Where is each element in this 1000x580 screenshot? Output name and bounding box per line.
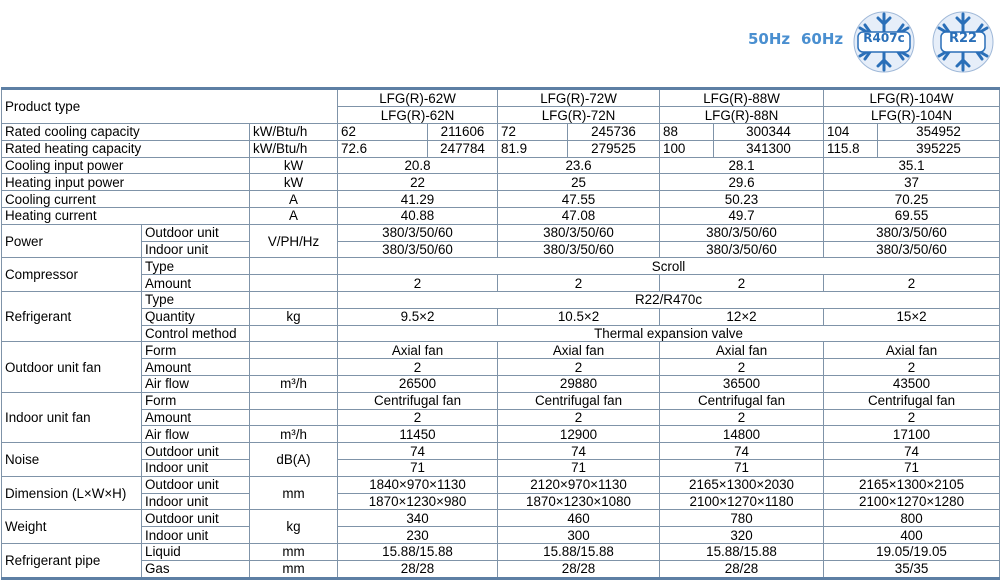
value-cell: Axial fan (338, 342, 498, 359)
group-label: Dimension (L×W×H) (2, 476, 142, 510)
value-cell: 230 (338, 527, 498, 544)
sub-label: Indoor unit (142, 241, 250, 258)
value-cell: 28.1 (660, 157, 824, 174)
table-row (2, 89, 1000, 107)
table-row (2, 342, 1000, 359)
value-cell: 71 (824, 459, 1000, 476)
value-cell: 2 (498, 409, 660, 426)
sub-label: Control method (142, 325, 250, 342)
sub-label: Air flow (142, 426, 250, 443)
unit-cell (250, 392, 338, 409)
value-cell: 1840×970×1130 (338, 476, 498, 493)
model-n: LFG(R)-72N (498, 107, 660, 124)
value-cell: Thermal expansion valve (338, 325, 1000, 342)
table-row (2, 443, 1000, 460)
unit-cell (250, 325, 338, 342)
group-label: Refrigerant pipe (2, 543, 142, 578)
unit-cell: kg (250, 308, 338, 325)
model-n: LFG(R)-62N (338, 107, 498, 124)
value-cell: 15.88/15.88 (498, 543, 660, 560)
table-row (2, 308, 1000, 325)
table-row (2, 174, 1000, 191)
product-type-label: Product type (2, 89, 338, 124)
row-label: Rated cooling capacity (2, 124, 250, 141)
table-row (2, 392, 1000, 409)
table-row (2, 241, 1000, 258)
value-cell: 211606 (428, 124, 498, 141)
value-cell: 279525 (568, 140, 660, 157)
row-label: Heating current (2, 207, 250, 224)
unit-cell: m³/h (250, 426, 338, 443)
unit-cell (250, 409, 338, 426)
table-row (2, 560, 1000, 578)
freq-60hz-label: 60Hz (801, 30, 844, 48)
sub-label: Type (142, 258, 250, 275)
unit-cell: dB(A) (250, 443, 338, 477)
value-cell: 2 (498, 359, 660, 376)
value-cell: 395225 (878, 140, 1000, 157)
group-label: Indoor unit fan (2, 392, 142, 442)
table-row (2, 375, 1000, 392)
value-cell: 380/3/50/60 (498, 241, 660, 258)
value-cell: 2 (338, 359, 498, 376)
value-cell: 74 (498, 443, 660, 460)
table-row (2, 476, 1000, 493)
r22-badge (932, 8, 994, 76)
unit-cell: mm (250, 560, 338, 578)
value-cell: 247784 (428, 140, 498, 157)
unit-cell (250, 275, 338, 292)
sub-label: Outdoor unit (142, 476, 250, 493)
table-row (2, 207, 1000, 224)
value-cell: Scroll (338, 258, 1000, 275)
value-cell: 2 (660, 275, 824, 292)
model-w: LFG(R)-62W (338, 89, 498, 107)
table-row (2, 157, 1000, 174)
table-row (2, 527, 1000, 544)
unit-cell (250, 359, 338, 376)
model-w: LFG(R)-88W (660, 89, 824, 107)
value-cell: 9.5×2 (338, 308, 498, 325)
table-row (2, 510, 1000, 527)
sub-label: Form (142, 342, 250, 359)
group-label: Noise (2, 443, 142, 477)
value-cell: 2165×1300×2105 (824, 476, 1000, 493)
value-cell: 15.88/15.88 (660, 543, 824, 560)
table-row (2, 224, 1000, 241)
table-row (2, 140, 1000, 157)
value-cell: 2 (824, 275, 1000, 292)
unit-cell: m³/h (250, 375, 338, 392)
table-row (2, 359, 1000, 376)
value-cell: 35/35 (824, 560, 1000, 578)
value-cell: 104 (824, 124, 878, 141)
value-cell: 15.88/15.88 (338, 543, 498, 560)
value-cell: 1870×1230×1080 (498, 493, 660, 510)
sub-label: Quantity (142, 308, 250, 325)
value-cell: 50.23 (660, 191, 824, 208)
value-cell: 40.88 (338, 207, 498, 224)
row-label: Cooling input power (2, 157, 250, 174)
value-cell: 25 (498, 174, 660, 191)
value-cell: 22 (338, 174, 498, 191)
value-cell: 780 (660, 510, 824, 527)
value-cell: 2 (338, 409, 498, 426)
value-cell: 81.9 (498, 140, 568, 157)
value-cell: 460 (498, 510, 660, 527)
value-cell: 14800 (660, 426, 824, 443)
value-cell: 354952 (878, 124, 1000, 141)
value-cell: Centrifugal fan (338, 392, 498, 409)
sub-label: Outdoor unit (142, 510, 250, 527)
value-cell: 72.6 (338, 140, 428, 157)
group-label: Weight (2, 510, 142, 544)
row-label: Rated heating capacity (2, 140, 250, 157)
value-cell: 115.8 (824, 140, 878, 157)
page-header (0, 0, 1000, 86)
freq-50hz-label: 50Hz (748, 30, 791, 48)
value-cell: 380/3/50/60 (824, 224, 1000, 241)
value-cell: Axial fan (660, 342, 824, 359)
table-row (2, 258, 1000, 275)
unit-cell: mm (250, 476, 338, 510)
value-cell: 74 (338, 443, 498, 460)
unit-cell: kW/Btu/h (250, 140, 338, 157)
unit-cell: kW/Btu/h (250, 124, 338, 141)
value-cell: 69.55 (824, 207, 1000, 224)
row-label: Cooling current (2, 191, 250, 208)
value-cell: 47.08 (498, 207, 660, 224)
value-cell: 74 (660, 443, 824, 460)
unit-cell: V/PH/Hz (250, 224, 338, 258)
sub-label: Gas (142, 560, 250, 578)
value-cell: 341300 (714, 140, 824, 157)
unit-cell: kW (250, 174, 338, 191)
value-cell: 2 (824, 409, 1000, 426)
value-cell: 43500 (824, 375, 1000, 392)
sub-label: Amount (142, 359, 250, 376)
value-cell: 35.1 (824, 157, 1000, 174)
value-cell: 380/3/50/60 (338, 224, 498, 241)
value-cell: 70.25 (824, 191, 1000, 208)
value-cell: 29.6 (660, 174, 824, 191)
value-cell: 15×2 (824, 308, 1000, 325)
value-cell: Axial fan (824, 342, 1000, 359)
value-cell: 23.6 (498, 157, 660, 174)
table-row (2, 325, 1000, 342)
value-cell: 2 (660, 409, 824, 426)
value-cell: 2 (660, 359, 824, 376)
value-cell: 88 (660, 124, 714, 141)
unit-cell: mm (250, 543, 338, 560)
value-cell: 380/3/50/60 (660, 241, 824, 258)
group-label: Compressor (2, 258, 142, 292)
value-cell: 71 (660, 459, 824, 476)
group-label: Outdoor unit fan (2, 342, 142, 392)
unit-cell (250, 258, 338, 275)
value-cell: 2 (338, 275, 498, 292)
value-cell: 340 (338, 510, 498, 527)
value-cell: 2100×1270×1280 (824, 493, 1000, 510)
group-label: Power (2, 224, 142, 258)
value-cell: Centrifugal fan (498, 392, 660, 409)
value-cell: 71 (338, 459, 498, 476)
value-cell: 72 (498, 124, 568, 141)
value-cell: 300344 (714, 124, 824, 141)
value-cell: 12×2 (660, 308, 824, 325)
row-label: Heating input power (2, 174, 250, 191)
sub-label: Outdoor unit (142, 443, 250, 460)
value-cell: 2 (498, 275, 660, 292)
sub-label: Form (142, 392, 250, 409)
unit-cell: A (250, 191, 338, 208)
table-row (2, 459, 1000, 476)
table-row (2, 409, 1000, 426)
table-row (2, 124, 1000, 141)
value-cell: 26500 (338, 375, 498, 392)
value-cell: 245736 (568, 124, 660, 141)
table-row (2, 275, 1000, 292)
sub-label: Liquid (142, 543, 250, 560)
value-cell: 71 (498, 459, 660, 476)
value-cell: 36500 (660, 375, 824, 392)
value-cell: 2120×970×1130 (498, 476, 660, 493)
value-cell: 2165×1300×2030 (660, 476, 824, 493)
unit-cell (250, 291, 338, 308)
value-cell: 100 (660, 140, 714, 157)
sub-label: Amount (142, 275, 250, 292)
value-cell: 20.8 (338, 157, 498, 174)
value-cell: 380/3/50/60 (498, 224, 660, 241)
value-cell: Centrifugal fan (824, 392, 1000, 409)
model-w: LFG(R)-72W (498, 89, 660, 107)
value-cell: Axial fan (498, 342, 660, 359)
value-cell: 28/28 (498, 560, 660, 578)
table-row (2, 291, 1000, 308)
unit-cell: kW (250, 157, 338, 174)
r22-badge-label: R22 (948, 31, 978, 46)
value-cell: 29880 (498, 375, 660, 392)
sub-label: Amount (142, 409, 250, 426)
sub-label: Indoor unit (142, 493, 250, 510)
r407c-badge-label: R407c (863, 31, 905, 45)
value-cell: 11450 (338, 426, 498, 443)
unit-cell (250, 342, 338, 359)
value-cell: 74 (824, 443, 1000, 460)
value-cell: 49.7 (660, 207, 824, 224)
value-cell: Centrifugal fan (660, 392, 824, 409)
table-row (2, 426, 1000, 443)
sub-label: Indoor unit (142, 459, 250, 476)
value-cell: 19.05/19.05 (824, 543, 1000, 560)
spec-table (1, 87, 1000, 580)
table-row (2, 493, 1000, 510)
table-row (2, 543, 1000, 560)
value-cell: 300 (498, 527, 660, 544)
value-cell: 37 (824, 174, 1000, 191)
table-row (2, 191, 1000, 208)
model-n: LFG(R)-88N (660, 107, 824, 124)
group-label: Refrigerant (2, 291, 142, 341)
sub-label: Indoor unit (142, 527, 250, 544)
value-cell: R22/R470c (338, 291, 1000, 308)
sub-label: Air flow (142, 375, 250, 392)
sub-label: Type (142, 291, 250, 308)
value-cell: 2100×1270×1180 (660, 493, 824, 510)
value-cell: 41.29 (338, 191, 498, 208)
value-cell: 10.5×2 (498, 308, 660, 325)
value-cell: 1870×1230×980 (338, 493, 498, 510)
r407c-badge (853, 8, 915, 76)
value-cell: 380/3/50/60 (660, 224, 824, 241)
value-cell: 800 (824, 510, 1000, 527)
sub-label: Outdoor unit (142, 224, 250, 241)
value-cell: 12900 (498, 426, 660, 443)
value-cell: 2 (824, 359, 1000, 376)
value-cell: 28/28 (660, 560, 824, 578)
value-cell: 400 (824, 527, 1000, 544)
value-cell: 47.55 (498, 191, 660, 208)
value-cell: 28/28 (338, 560, 498, 578)
value-cell: 380/3/50/60 (824, 241, 1000, 258)
value-cell: 380/3/50/60 (338, 241, 498, 258)
model-n: LFG(R)-104N (824, 107, 1000, 124)
model-w: LFG(R)-104W (824, 89, 1000, 107)
value-cell: 17100 (824, 426, 1000, 443)
value-cell: 320 (660, 527, 824, 544)
unit-cell: A (250, 207, 338, 224)
value-cell: 62 (338, 124, 428, 141)
unit-cell: kg (250, 510, 338, 544)
